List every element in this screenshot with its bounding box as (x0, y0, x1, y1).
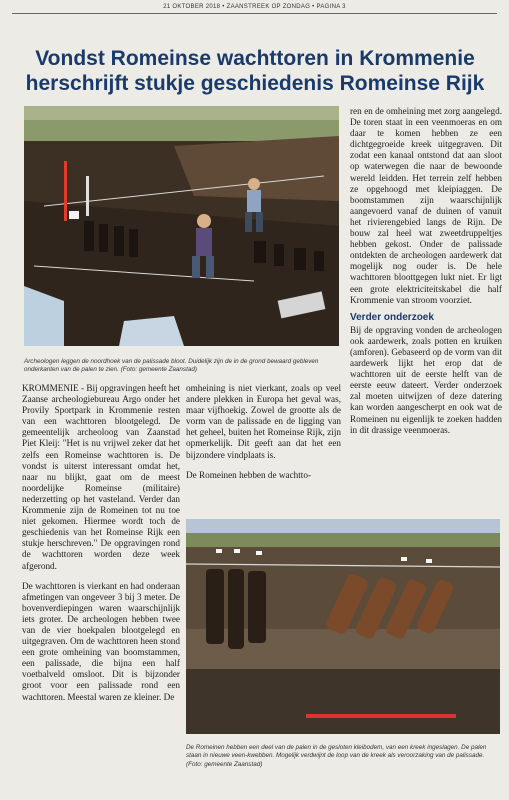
subheading-verder-onderzoek: Verder onderzoek (350, 311, 434, 323)
column-2-paragraph-2: De Romeinen hebben de wachtto- (186, 469, 312, 480)
page-header: 21 OKTOBER 2018 • ZAANSTREEK OP ZONDAG • PAGINA 3 (163, 4, 346, 10)
top-photo-caption: Archeologen leggen de noordhoek van de palissade bloot. Duidelijk zijn de in de grond bewaard gebleven onderkanten van de palen te zien. (Foto: gemeente Zaanstad) (24, 358, 319, 374)
excavation-scene-illustration (24, 106, 339, 346)
excavation-photo-bottom (186, 519, 500, 734)
column-3 (350, 106, 502, 436)
column-1 (22, 383, 180, 703)
headline: Vondst Romeinse wachttoren in Krommenie herschrijft stukje geschiedenis Romeinse Rijk (25, 47, 485, 95)
column-3-paragraph-2: Bij de opgraving vonden de archeologen ook aardewerk, zoals potten en kruiken (amforen). Gebaseerd op de vorm van dit aardewerk lijkt het erop dat de wachttoren uit de eerste helft van de eerste eeuw dateert. Verder onderzoek zal moeten uitwijzen of deze datering kan worden aangescherpt en ook wat de Romeinen nu eigenlijk te zoeken hadden in dit drassige veenmoeras. (350, 324, 502, 435)
column-2-paragraph-1: omheining is niet vierkant, zoals op veel andere plekken in Europa het geval was, maar vijfhoekig. Zowel de grootte als de vorm van de palissade en de ligging van het geheel, buiten het Romeinse Rijk, zijn opmerkelijk. Dit geeft aan dat het een bijzondere vindplaats is. (186, 383, 341, 460)
excavation-photo-top (24, 106, 339, 346)
column-1-paragraph-2: De wachttoren is vierkant en had onderaan afmetingen van ongeveer 3 bij 3 meter. De bovenverdiepingen waren waarschijnlijk iets groter. De archeologen hebben twee van de vier hoekpalen blootgelegd en uitgegraven. Om de wachttoren heen stond een grote omheining van boomstammen, een palissade, die bijna een half voetbalveld omsloot. Dit is bijzonder groot voor een palissade rond een wachttoren. Meestal waren ze kleiner. De (22, 580, 180, 702)
column-1-paragraph-1: KROMMENIE - Bij opgravingen heeft het Zaanse archeologiebureau Argo onder het Provily Sportpark in Krommenie resten van een wachttoren blootgelegd. De gemeentelijk archeoloog van Zaanstad Piet Kleij: "Het is nu vrijwel zeker dat het zelfs een Romeinse wachttoren is. De vondst is uiterst interessant omdat het, naar nu blijkt, gaat om de meest noordelijke Romeinse (militaire) nederzetting op het vasteland. Verder dan Krommenie zijn de Romeinen tot nu toe niet gekomen. Hiermee wordt toch de geschiedenis van het Romeinse Rijk een stukje herschreven." De opgravingen rond de wachttoren worden deze week afgerond. (22, 383, 180, 571)
column-3-paragraph-1: ren en de omheining met zorg aangelegd. De toren staat in een veenmoeras en om daar te komen hebben ze een dichtgegroeide kreek uitgegraven. Dit zodat een kanaal ontstond dat aan sloot op waterwegen die naar de bewoonde wereld leidden. Het terrein zelf hebben ze opgehoogd met kleipiaggen. De boomstammen zijn waarschijnlijk aangevoerd vanaf de duinen of vanuit het rivierengebied langs de Rijn. De bouw zal heel wat zweetdruppeltjes hebben gekost. Onder de palissade ontdekten de archeologen aardewerk dat mogelijk nog ouder is. De hele wachttoren bloottgegen lukt niet. Er ligt een grote elektriciteitskabel die half Krommenie van stroom voorziet. (350, 106, 502, 305)
palisade-posts-illustration (186, 519, 500, 734)
bottom-photo-caption: De Romeinen hebben een deel van de palen in de gesloten kleibodem, van een kreek ingeslagen. De palen staan in nieuwe veen-kwebben. Mogelijk verdwijnt de loop van de kreek als veroorzaking van de palissade. (Foto: gemeente Zaanstad) (186, 744, 487, 768)
column-2 (186, 383, 341, 481)
header-rule (12, 13, 497, 14)
